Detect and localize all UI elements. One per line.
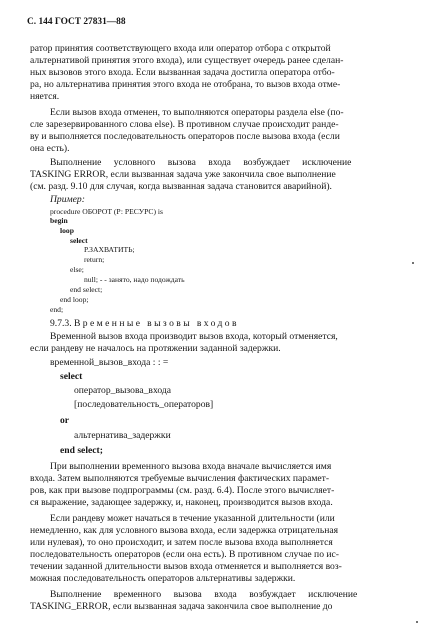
code-line-2: begin	[50, 216, 68, 225]
example-label: Пример:	[50, 194, 85, 205]
section-number: 9.7.3.	[50, 318, 72, 329]
syntax-line-7: end select;	[60, 445, 103, 456]
paragraph-5-line-3: ров, как при вызове подпрограммы (см. разд. 6.4). После этого вычисляет-	[30, 485, 335, 496]
syntax-line-3: оператор_вызова_входа	[74, 385, 172, 396]
code-line-4: select	[70, 236, 88, 245]
section-heading	[50, 318, 239, 330]
paragraph-1-line-4: ра, но альтернатива принятия этого входа не отобрана, то вызов входа отме-	[30, 79, 341, 90]
paragraph-5-line-4: ся выражение, задающее задержку, и, наконец, производится вызов входа.	[30, 497, 333, 508]
syntax-line-2: select	[60, 371, 83, 382]
code-line-1: procedure ОБОРОТ (Р: РЕСУРС) is	[50, 207, 163, 216]
paragraph-7-line-2: TASKING_ERROR, если вызванная задача закончила свое выполнение до	[30, 601, 333, 612]
syntax-line-4: [последовательность_операторов]	[74, 399, 214, 410]
paragraph-2-line-2: сле зарезервированного слова else). В противном случае происходит ранде-	[30, 119, 339, 130]
code-line-8: null; - - занято, надо подождать	[84, 275, 185, 284]
paragraph-1-line-3: ных вызовов этого входа. Если вызванная задача достигла оператора отбо-	[30, 67, 335, 78]
paragraph-1-line-5: няется.	[30, 91, 60, 102]
code-line-11: end;	[50, 305, 64, 314]
paragraph-1-line-1: ратор принятия соответствующего входа или оператор отбора с открытой	[30, 43, 331, 54]
scan-speck	[412, 262, 414, 264]
code-line-5: Р.ЗАХВАТИТЬ;	[84, 245, 135, 254]
paragraph-2-line-4: она есть).	[30, 143, 70, 154]
paragraph-6-line-3: или нулевая), то оно происходит, и затем после вызова входа выполняется	[30, 537, 333, 548]
code-line-10: end loop;	[60, 295, 89, 304]
code-line-6: return;	[84, 255, 105, 264]
paragraph-6-line-6: можная последовательность операторов альтернативы задержки.	[30, 573, 296, 584]
paragraph-6-line-5: течении заданной длительности вызов входа отменяется и выполняется воз-	[30, 561, 342, 572]
code-line-9: end select;	[70, 285, 103, 294]
paragraph-4-line-2: если рандеву не началось на протяжении заданной задержки.	[30, 343, 281, 354]
paragraph-1-line-2: альтернативой принятия этого входа), или существует очередь ранее сделан-	[30, 55, 344, 66]
syntax-line-5: or	[60, 415, 70, 426]
paragraph-6-line-1: Если рандеву может начаться в течение указанной длительности (или	[50, 513, 335, 524]
paragraph-5-line-1: При выполнении временного вызова входа вначале вычисляется имя	[50, 461, 332, 472]
paragraph-6-line-2: немедленно, как для условного вызова входа, если задержка отрицательная	[30, 525, 339, 536]
code-line-7: else;	[70, 265, 84, 274]
paragraph-3-line-1: Выполнение условного вызова входа возбуждает исключение	[50, 157, 352, 168]
paragraph-6-line-4: последовательность операторов (если она есть). В противном случае по ис-	[30, 549, 339, 560]
paragraph-3-line-2: TASKING ERROR, если вызванная задача уже закончила свое выполнение	[30, 169, 336, 180]
section-title: Временные вызовы входов	[74, 318, 239, 329]
paragraph-3-line-3: (см. разд. 9.10 для случая, когда вызванная задача становится аварийной).	[30, 181, 332, 192]
paragraph-4-line-1: Временной вызов входа производит вызов входа, который отменяется,	[50, 331, 338, 342]
code-line-3: loop	[60, 226, 74, 235]
syntax-line-1: временной_вызов_входа : : =	[50, 357, 169, 368]
paragraph-5-line-2: входа. Затем выполняются требуемые вычисления фактических парамет-	[30, 473, 330, 484]
paragraph-2-line-3: ву и выполняется последовательность операторов после вызова входа (если	[30, 131, 340, 142]
page-header: С. 144 ГОСТ 27831—88	[27, 17, 126, 27]
scan-speck	[416, 621, 418, 623]
paragraph-7-line-1: Выполнение временного вызова входа возбуждает исключение	[50, 589, 358, 600]
syntax-line-6: альтернатива_задержки	[74, 430, 171, 441]
paragraph-2-line-1: Если вызов входа отменен, то выполняются операторы раздела else (по-	[50, 107, 344, 118]
